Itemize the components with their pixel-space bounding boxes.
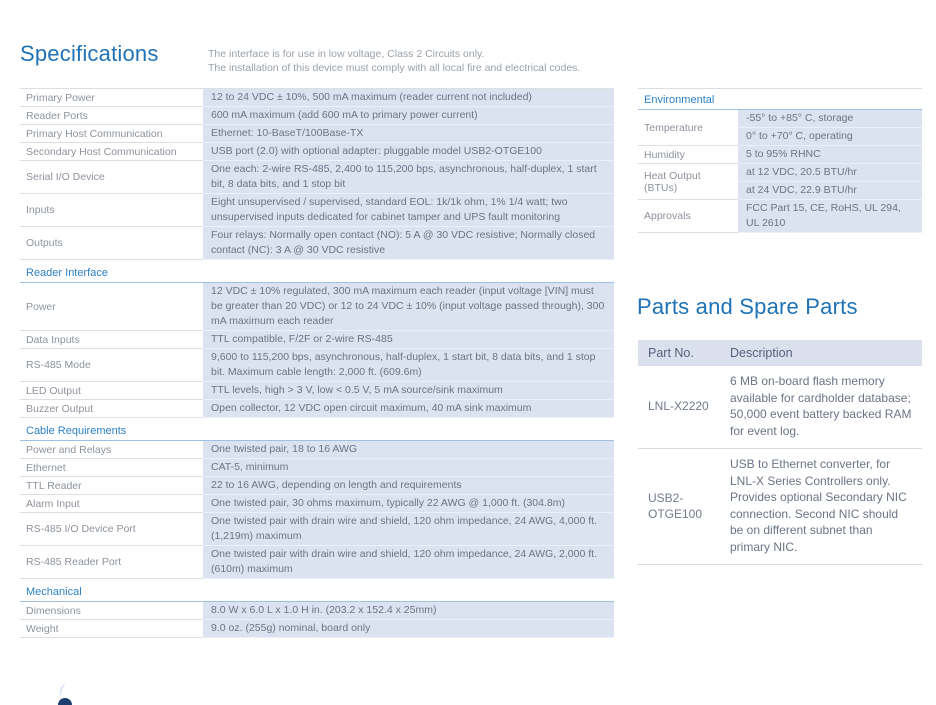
spec-row-label: RS-485 Mode [20,349,203,382]
spec-row [20,143,614,161]
spec-row [20,88,614,107]
spec-row-label: Secondary Host Communication [20,143,203,161]
specifications-table [20,88,614,638]
spec-row [20,477,614,495]
compliance-note-line2: The installation of this device must comply with all local fire and electrical codes. [208,61,581,74]
env-row-value: at 12 VDC, 20.5 BTU/hr [738,164,922,182]
part-number: USB2-OTGE100 [648,490,703,521]
spec-row-value: Ethernet: 10-BaseT/100Base-TX [203,125,614,143]
parts-table [638,340,922,565]
env-row [638,164,922,200]
spec-row [20,620,614,638]
env-row-values [738,146,922,164]
spec-section-header: Reader Interface [20,262,614,283]
spec-row-value: One each: 2-wire RS-485, 2,400 to 115,200 bps, asynchronous, half-duplex, 1 start bit, 8 data bits, and 1 stop bit [203,161,614,194]
env-row [638,110,922,146]
spec-section-header: Mechanical [20,581,614,602]
spec-row [20,441,614,459]
spec-row [20,107,614,125]
spec-row-value: One twisted pair, 18 to 16 AWG [203,441,614,459]
spec-row [20,161,614,194]
part-description: 6 MB on-board flash memory available for cardholder database; 50,000 event battery backed RAM for event log. [730,374,912,438]
spec-row-value: Eight unsupervised / supervised, standard EOL: 1k/1k ohm, 1% 1/4 watt; two unsupervised inputs dedicated for cabinet tamper and UPS fault monitoring [203,194,614,227]
env-row-value: 5 to 95% RHNC [738,146,922,164]
spec-row [20,283,614,331]
spec-row [20,602,614,620]
spec-row [20,546,614,579]
env-row [638,146,922,164]
spec-row-value: One twisted pair with drain wire and shield, 120 ohm impedance, 24 AWG, 4,000 ft. (1,219m) maximum [203,513,614,546]
parts-col-part-no: Part No. [648,346,694,360]
parts-row [638,449,922,565]
parts-col-description: Description [730,346,793,360]
spec-row [20,382,614,400]
spec-row [20,227,614,260]
spec-row-value: 600 mA maximum (add 600 mA to primary power current) [203,107,614,125]
environmental-rows [638,110,922,233]
spec-row-value: Four relays: Normally open contact (NO): 5 A @ 30 VDC resistive; Normally closed contact (NC): 3 A @ 30 VDC resistive [203,227,614,260]
spec-row-label: Ethernet [20,459,203,477]
env-row-value: FCC Part 15, CE, RoHS, UL 294, UL 2610 [738,200,922,233]
env-row-values [738,164,922,200]
spec-row-value: 12 VDC ± 10% regulated, 300 mA maximum each reader (input voltage [VIN] must be greater than 20 VDC) or 12 to 24 VDC ± 10% (input voltage passed through), 300 mA maximum each reader [203,283,614,331]
env-row-values [738,200,922,233]
compliance-note-line1: The interface is for use in low voltage, Class 2 Circuits only. [208,48,485,60]
logo-partial-icon [58,698,72,705]
spec-row-value: Open collector, 12 VDC open circuit maximum, 40 mA sink maximum [203,400,614,418]
spec-row-label: RS-485 Reader Port [20,546,203,579]
spec-row [20,349,614,382]
parts-table-header [638,340,922,366]
logo-flame-icon [58,683,70,698]
spec-row-value: 22 to 16 AWG, depending on length and requirements [203,477,614,495]
spec-row [20,459,614,477]
spec-row-label: Primary Power [20,88,203,107]
spec-row-value: One twisted pair with drain wire and shield, 120 ohm impedance, 24 AWG, 2,000 ft. (610m) maximum [203,546,614,579]
environmental-table [638,88,922,233]
env-row-values [738,110,922,146]
spec-row-label: RS-485 I/O Device Port [20,513,203,546]
spec-row-value: TTL levels, high > 3 V, low < 0.5 V, 5 mA source/sink maximum [203,382,614,400]
env-row-label: Approvals [638,200,738,233]
spec-row-value: 9,600 to 115,200 bps, asynchronous, half-duplex, 1 start bit, 8 data bits, and 1 stop bit. Maximum cable length: 2,000 ft. (609.6m) [203,349,614,382]
spec-row-label: Data Inputs [20,331,203,349]
part-number: LNL-X2220 [648,399,709,413]
spec-row-label: LED Output [20,382,203,400]
env-row-label: Heat Output (BTUs) [638,164,738,200]
env-row-label: Humidity [638,146,738,164]
compliance-note [208,48,580,75]
spec-row-label: Primary Host Communication [20,125,203,143]
spec-row-label: Serial I/O Device [20,161,203,194]
spec-row [20,331,614,349]
spec-row [20,513,614,546]
parts-row [638,366,922,449]
part-description: USB to Ethernet converter, for LNL-X Series Controllers only. Provides optional Secondary NIC connection. Second NIC should be on different subnet than primary NIC. [730,457,907,554]
spec-row [20,400,614,418]
spec-row-value: 9.0 oz. (255g) nominal, board only [203,620,614,638]
env-row-value: -55° to +85° C, storage [738,110,922,128]
spec-row-value: USB port (2.0) with optional adapter: pluggable model USB2-OTGE100 [203,143,614,161]
spec-row-value: 8.0 W x 6.0 L x 1.0 H in. (203.2 x 152.4 x 25mm) [203,602,614,620]
spec-row-label: Outputs [20,227,203,260]
spec-row-label: Dimensions [20,602,203,620]
spec-row-label: Weight [20,620,203,638]
spec-row [20,125,614,143]
spec-row-label: Reader Ports [20,107,203,125]
spec-row-label: Power and Relays [20,441,203,459]
spec-row-label: Buzzer Output [20,400,203,418]
spec-row-value: TTL compatible, F/2F or 2-wire RS-485 [203,331,614,349]
page-title: Specifications [20,41,159,66]
parts-title: Parts and Spare Parts [637,294,858,319]
spec-row-label: Inputs [20,194,203,227]
spec-row [20,194,614,227]
spec-row [20,495,614,513]
spec-row-label: Power [20,283,203,331]
environmental-section-header: Environmental [638,88,922,110]
spec-row-value: One twisted pair, 30 ohms maximum, typically 22 AWG @ 1,000 ft. (304.8m) [203,495,614,513]
spec-row-value: CAT-5, minimum [203,459,614,477]
env-row-value: at 24 VDC, 22.9 BTU/hr [738,182,922,200]
spec-row-label: Alarm Input [20,495,203,513]
parts-rows [638,366,922,565]
env-row-value: 0° to +70° C, operating [738,128,922,146]
env-row [638,200,922,233]
spec-row-label: TTL Reader [20,477,203,495]
spec-row-value: 12 to 24 VDC ± 10%, 500 mA maximum (reader current not included) [203,88,614,107]
spec-section-header: Cable Requirements [20,420,614,441]
env-row-label: Temperature [638,110,738,146]
